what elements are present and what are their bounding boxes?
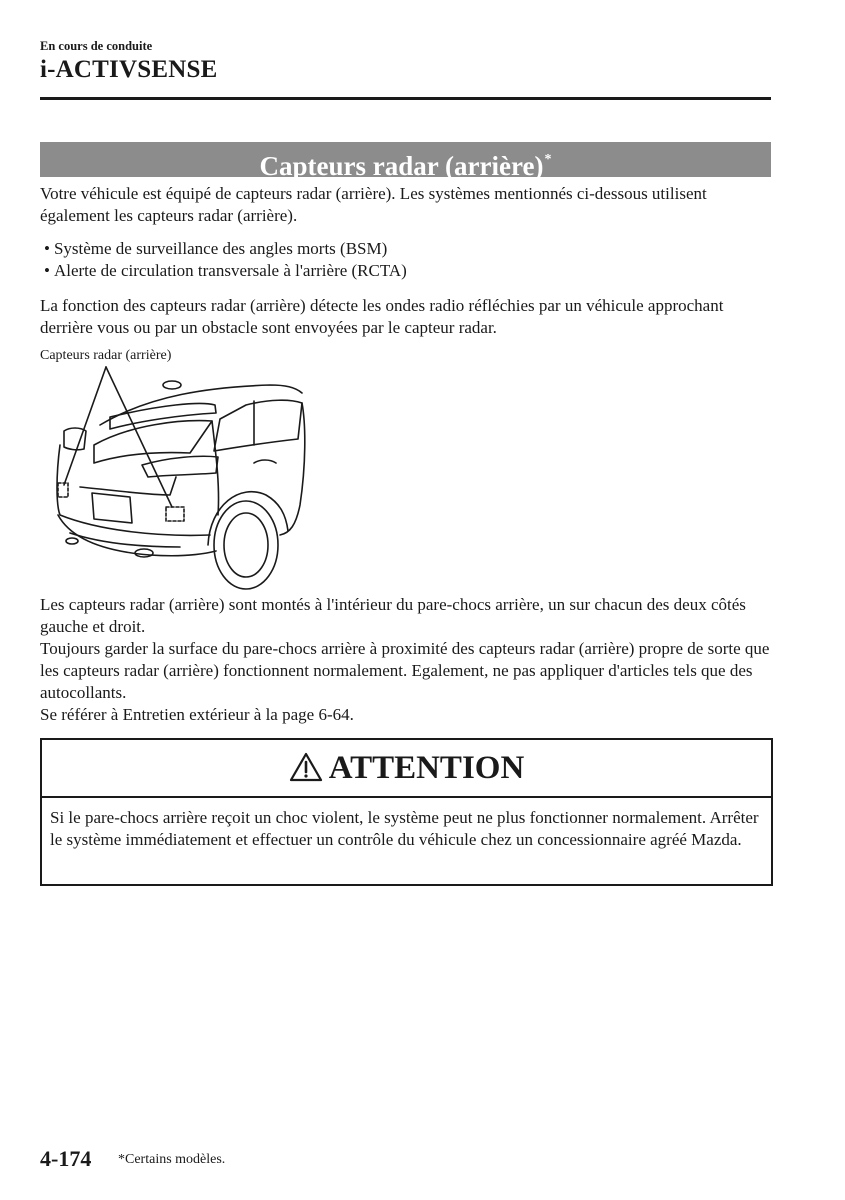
mounting-sentence: Les capteurs radar (arrière) sont montés à l'intérieur du pare-chocs arrière, un sur chacun des deux côtés gauche et droit. — [40, 595, 746, 636]
system-list — [44, 238, 407, 282]
list-item-bsm: • Système de surveillance des angles morts (BSM) — [44, 238, 407, 260]
rear-car-illustration — [40, 365, 312, 593]
maintenance-sentence: Toujours garder la surface du pare-chocs arrière à proximité des capteurs radar (arrière) propre de sorte que les capteurs radar (arrière) fonctionnent normalement. Egalement, ne pas appliquer d'articles tels que des autocollants. — [40, 639, 770, 702]
attention-heading — [42, 740, 771, 796]
attention-box — [40, 738, 773, 886]
page-title-bar — [40, 142, 771, 181]
breadcrumb: En cours de conduite — [40, 39, 153, 53]
list-item-rcta: • Alerte de circulation transversale à l'arrière (RCTA) — [44, 260, 407, 282]
footnote: *Certains modèles. — [118, 1152, 226, 1167]
attention-text: Si le pare-chocs arrière reçoit un choc violent, le système peut ne plus fonctionner normalement. Arrêter le système immédiatement et effectuer un contrôle du véhicule chez un concessionnaire agréé Mazda. — [50, 808, 759, 849]
function-paragraph: La fonction des capteurs radar (arrière) détecte les ondes radio réfléchies par un véhicule approchant derrière vous ou par un obstacle sont envoyées par le capteur radar. — [40, 296, 724, 337]
figure-label: Capteurs radar (arrière) — [40, 348, 172, 363]
header-rule — [40, 97, 771, 100]
warning-icon — [289, 752, 323, 782]
section-title: i-ACTIVSENSE — [40, 56, 218, 83]
intro-paragraph: Votre véhicule est équipé de capteurs radar (arrière). Les systèmes mentionnés ci-dessous utilisent également les capteurs radar (arrière). — [40, 184, 707, 225]
page-title: Capteurs radar (arrière) — [259, 151, 544, 181]
title-footnote-marker: * — [544, 152, 552, 167]
mounting-paragraph — [40, 594, 775, 726]
page-number: 4-174 — [40, 1146, 92, 1171]
attention-label: ATTENTION — [328, 750, 525, 786]
reference-sentence: Se référer à Entretien extérieur à la page 6-64. — [40, 705, 354, 724]
attention-divider — [42, 796, 771, 798]
